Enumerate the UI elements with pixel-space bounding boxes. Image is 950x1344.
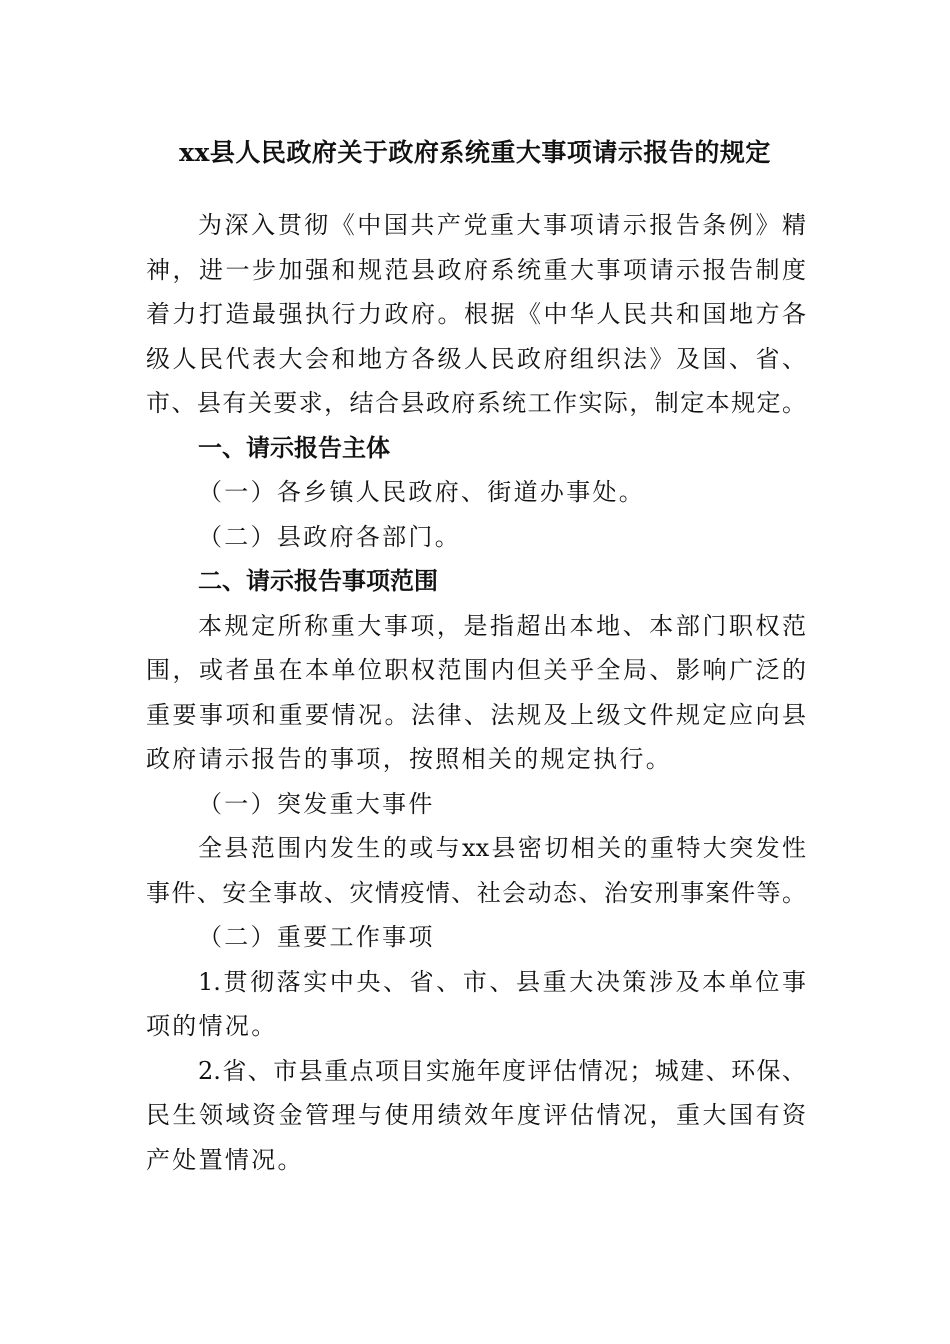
paragraph-line: （一）各乡镇人民政府、街道办事处。 (198, 478, 646, 506)
document-body (146, 203, 806, 1182)
paragraph-line: 级人民代表大会和地方各级人民政府组织法》及国、省、 (146, 344, 806, 373)
paragraph-line: 2.省、市县重点项目实施年度评估情况；城建、环保、 (198, 1056, 806, 1085)
document-title: xx县人民政府关于政府系统重大事项请示报告的规定 (179, 138, 771, 167)
paragraph-line: 神，进一步加强和规范县政府系统重大事项请示报告制度 (146, 255, 806, 284)
paragraph-line: 着力打造最强执行力政府。根据《中华人民共和国地方各 (146, 300, 806, 328)
paragraph-line: 全县范围内发生的或与xx县密切相关的重特大突发性 (198, 834, 806, 862)
paragraph-line: 事件、安全事故、灾情疫情、社会动态、治安刑事案件等。 (146, 878, 806, 907)
paragraph-line: 项的情况。 (146, 1012, 278, 1040)
paragraph-line: 本规定所称重大事项，是指超出本地、本部门职权范 (198, 611, 806, 640)
paragraph-line: 为深入贯彻《中国共产党重大事项请示报告条例》精 (198, 211, 806, 239)
paragraph-line: （一）突发重大事件 (198, 789, 435, 818)
paragraph-line: （二）重要工作事项 (198, 923, 435, 951)
section-heading: 二、请示报告事项范围 (198, 566, 438, 595)
paragraph-line: 1.贯彻落实中央、省、市、县重大决策涉及本单位事 (198, 967, 806, 996)
paragraph-line: 产处置情况。 (146, 1145, 304, 1174)
paragraph-line: 民生领域资金管理与使用绩效年度评估情况，重大国有资 (146, 1101, 806, 1129)
paragraph-line: 围，或者虽在本单位职权范围内但关乎全局、影响广泛的 (146, 656, 806, 684)
section-heading: 一、请示报告主体 (198, 432, 390, 462)
paragraph-line: 政府请示报告的事项，按照相关的规定执行。 (146, 745, 672, 773)
paragraph-line: 重要事项和重要情况。法律、法规及上级文件规定应向县 (146, 700, 806, 729)
paragraph-line: （二）县政府各部门。 (198, 522, 461, 551)
paragraph-line: 市、县有关要求，结合县政府系统工作实际，制定本规定。 (146, 389, 806, 417)
